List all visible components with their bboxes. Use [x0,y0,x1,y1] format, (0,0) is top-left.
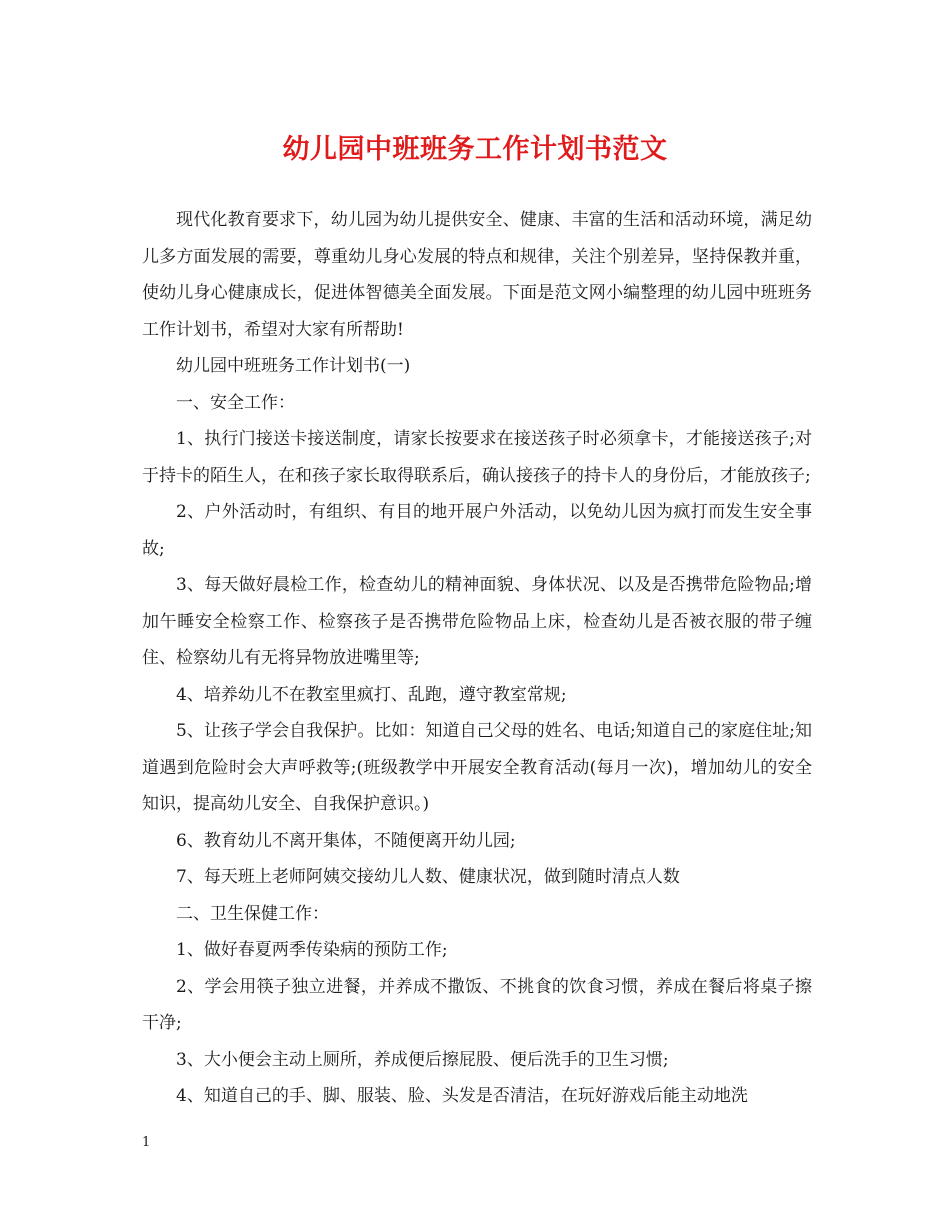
safety-item-1: 1、执行门接送卡接送制度，请家长按要求在接送孩子时必须拿卡，才能接送孩子;对于持卡的陌生人，在和孩子家长取得联系后，确认接孩子的持卡人的身份后，才能放孩子; [142,429,812,486]
health-item-4: 4、知道自己的手、脚、服装、脸、头发是否清洁，在玩好游戏后能主动地洗 [176,1086,748,1106]
safety-item-7: 7、每天班上老师阿姨交接幼儿人数、健康状况，做到随时清点人数 [176,867,680,887]
safety-item-6: 6、教育幼儿不离开集体，不随便离开幼儿园; [176,830,516,851]
section-heading-plan-one: 幼儿园中班班务工作计划书(一) [176,356,411,376]
safety-item-4: 4、培养幼儿不在教室里疯打、乱跑，遵守教室常规; [176,684,567,705]
health-item-2: 2、学会用筷子独立进餐，并养成不撒饭、不挑食的饮食习惯，养成在餐后将桌子擦干净; [142,976,812,1033]
safety-item-5: 5、让孩子学会自我保护。比如：知道自己父母的姓名、电话;知道自己的家庭住址;知道遇到危险时会大声呼救等;(班级教学中开展安全教育活动(每月一次)，增加幼儿的安全知识，提高幼儿安全、自我保护意识。) [142,721,812,814]
health-item-3: 3、大小便会主动上厕所，养成便后擦屁股、便后洗手的卫生习惯; [176,1049,669,1070]
page-number: 1 [142,1135,151,1150]
document-body [142,202,812,1115]
section-heading-health: 二、卫生保健工作： [176,903,329,924]
safety-item-2: 2、户外活动时，有组织、有目的地开展户外活动，以免幼儿因为疯打而发生安全事故; [142,502,812,559]
health-item-1: 1、做好春夏两季传染病的预防工作; [176,940,448,960]
intro-paragraph: 现代化教育要求下，幼儿园为幼儿提供安全、健康、丰富的生活和活动环境，满足幼儿多方面发展的需要，尊重幼儿身心发展的特点和规律，关注个别差异，坚持保教并重，使幼儿身心健康成长，促进体智德美全面发展。下面是范文网小编整理的幼儿园中班班务工作计划书，希望对大家有所帮助! [142,210,812,340]
safety-item-3: 3、每天做好晨检工作，检查幼儿的精神面貌、身体状况、以及是否携带危险物品;增加午睡安全检察工作、检察孩子是否携带危险物品上床，检查幼儿是否被衣服的带子缠住、检察幼儿有无将异物放进嘴里等; [142,575,812,668]
document-title: 幼儿园中班班务工作计划书范文 [282,134,668,165]
section-heading-safety: 一、安全工作： [176,392,295,413]
